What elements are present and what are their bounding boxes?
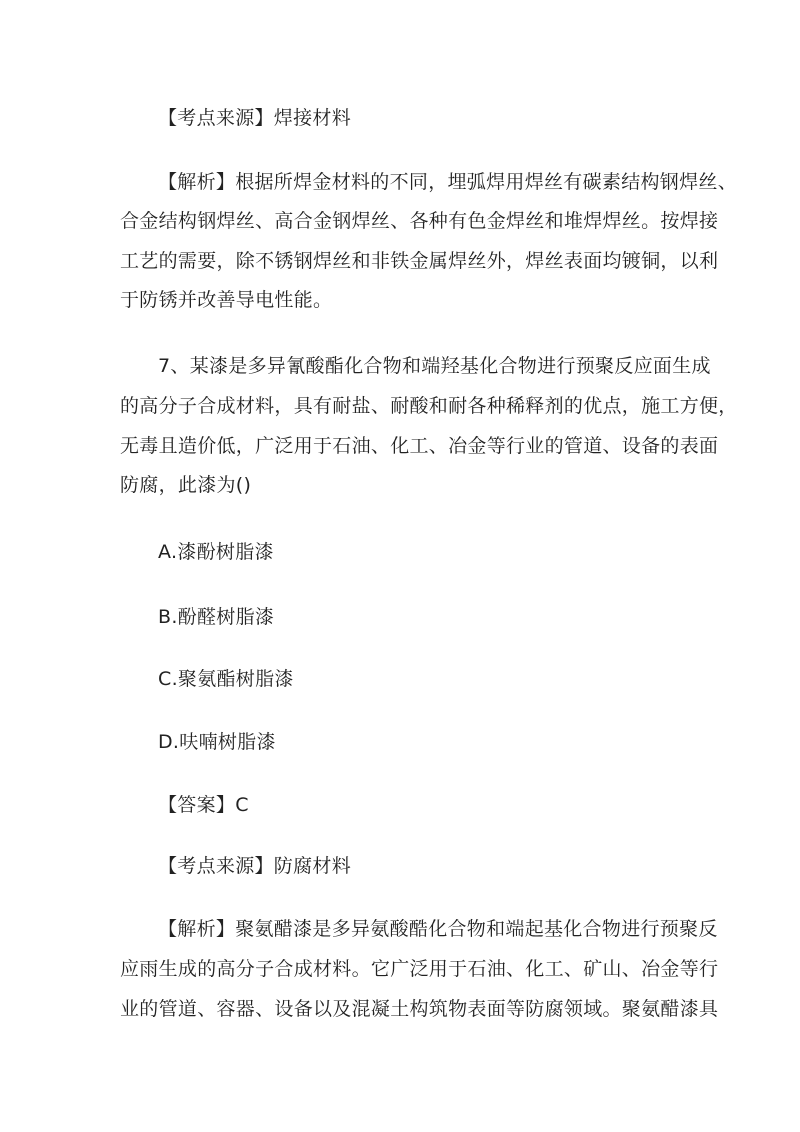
analysis-1-line-3: 工艺的需要，除不锈钢焊丝和非铁金属焊丝外，焊丝表面均镀铜，以利 <box>120 250 719 272</box>
analysis-2-line-2: 应雨生成的高分子合成材料。它广泛用于石油、化工、矿山、冶金等行 <box>120 958 719 980</box>
exam-point-source-1: 【考点来源】焊接材料 <box>158 107 352 129</box>
question-line-1: 7、某漆是多异氰酸酯化合物和端羟基化合物进行预聚反应面生成 <box>158 355 711 377</box>
exam-point-source-2: 【考点来源】防腐材料 <box>158 855 352 877</box>
analysis-1-line-4: 于防锈并改善导电性能。 <box>120 289 333 311</box>
option-b: B.酚醛树脂漆 <box>158 606 275 628</box>
analysis-1-line-2: 合金结构钢焊丝、高合金钢焊丝、各种有色金焊丝和堆焊焊丝。按焊接 <box>120 210 719 232</box>
question-line-3: 无毒且造价低，广泛用于石油、化工、冶金等行业的管道、设备的表面 <box>120 435 719 457</box>
question-line-2: 的高分子合成材料，具有耐盐、耐酸和耐各种稀释剂的优点，施工方便， <box>120 395 738 417</box>
option-d: D.呋喃树脂漆 <box>158 731 276 753</box>
question-line-4: 防腐，此漆为() <box>120 474 252 496</box>
option-c: C.聚氨酯树脂漆 <box>158 668 294 690</box>
answer: 【答案】C <box>158 794 249 816</box>
analysis-1-line-1: 【解析】根据所焊金材料的不同，埋弧焊用焊丝有碳素结构钢焊丝、 <box>158 171 738 193</box>
analysis-2-line-1: 【解析】聚氨醋漆是多异氨酸酷化合物和端起基化合物进行预聚反 <box>158 918 718 940</box>
option-a: A.漆酚树脂漆 <box>158 541 274 563</box>
analysis-2-line-3: 业的管道、容器、设备以及混凝土构筑物表面等防腐领域。聚氨醋漆具 <box>120 998 719 1020</box>
